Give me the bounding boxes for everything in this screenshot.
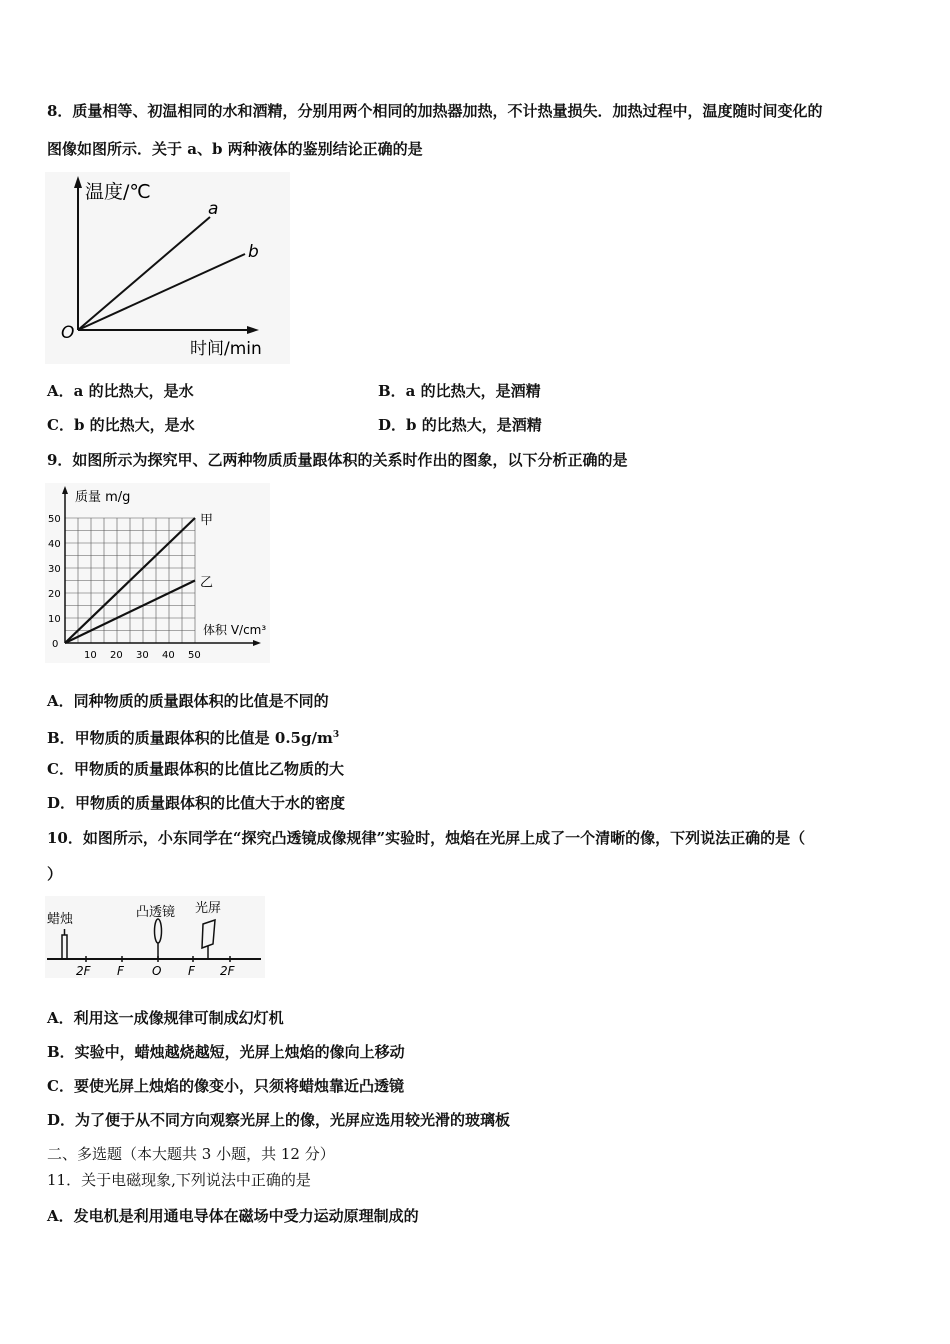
q8-figure bbox=[45, 172, 290, 364]
q9-ylabel: 质量 m/g bbox=[75, 490, 131, 505]
q9-chart bbox=[45, 483, 270, 663]
q9-option-d: D．甲物质的质量跟体积的比值大于水的密度 bbox=[47, 794, 346, 812]
q9-x-tick-label: 30 bbox=[136, 650, 149, 661]
q10-mark-o: O bbox=[152, 964, 162, 978]
q10-figure bbox=[45, 896, 265, 978]
q10-mark-f-left: F bbox=[117, 964, 124, 978]
q10-lens-label: 凸透镜 bbox=[136, 905, 176, 920]
q9-xlabel: 体积 V/cm³ bbox=[203, 623, 267, 637]
q10-mark-2f-right: 2F bbox=[220, 964, 235, 978]
q9-option-c: C．甲物质的质量跟体积的比值比乙物质的大 bbox=[47, 760, 344, 778]
q8-figure-background bbox=[45, 172, 290, 364]
q9-y-tick-label: 10 bbox=[48, 614, 61, 625]
q9-series-label-jia: 甲 bbox=[200, 513, 214, 528]
q9-y-tick-label: 30 bbox=[48, 564, 61, 575]
q8-option-d: D．b 的比热大，是酒精 bbox=[378, 416, 542, 434]
q9-series-label-yi: 乙 bbox=[200, 575, 214, 591]
q10-screen-label: 光屏 bbox=[195, 901, 222, 916]
q11-option-a: A．发电机是利用通电导体在磁场中受力运动原理制成的 bbox=[47, 1207, 419, 1225]
q10-stem-line1: 10．如图所示，小东同学在“探究凸透镜成像规律”实验时，烛焰在光屏上成了一个清晰的像，下列说法正确的是（ bbox=[47, 829, 806, 847]
q8-origin: O bbox=[61, 323, 75, 343]
q8-option-a: A．a 的比热大，是水 bbox=[47, 382, 194, 400]
q8-label-b: b bbox=[248, 242, 259, 262]
q10-option-a: A．利用这一成像规律可制成幻灯机 bbox=[47, 1009, 284, 1027]
q8-ylabel: 温度/℃ bbox=[85, 181, 151, 203]
q9-y-tick-label: 20 bbox=[48, 589, 61, 600]
q9-y-tick-label: 40 bbox=[48, 539, 61, 550]
q10-stem-line2: ） bbox=[47, 865, 63, 883]
section-2-heading: 二、多选题（本大题共 3 小题，共 12 分） bbox=[47, 1145, 335, 1163]
q8-option-b: B．a 的比热大，是酒精 bbox=[378, 382, 541, 400]
q9-option-b bbox=[47, 725, 339, 748]
q10-option-d: D．为了便于从不同方向观察光屏上的像，光屏应选用较光滑的玻璃板 bbox=[47, 1111, 511, 1129]
q9-option-b-text: B．甲物质的质量跟体积的比值是 0.5g/m bbox=[47, 729, 333, 747]
q9-y-tick-label: 50 bbox=[48, 514, 61, 525]
q9-x-tick-label: 10 bbox=[84, 650, 97, 661]
q8-label-a: a bbox=[208, 199, 219, 219]
q9-x-tick-label: 50 bbox=[188, 650, 201, 661]
q9-stem: 9．如图所示为探究甲、乙两种物质质量跟体积的关系时作出的图象，以下分析正确的是 bbox=[47, 451, 628, 469]
q8-option-c: C．b 的比热大，是水 bbox=[47, 416, 195, 434]
q11-stem: 11．关于电磁现象,下列说法中正确的是 bbox=[47, 1171, 311, 1189]
q10-mark-f-right: F bbox=[188, 964, 195, 978]
q10-option-c: C．要使光屏上烛焰的像变小，只须将蜡烛靠近凸透镜 bbox=[47, 1077, 404, 1095]
q10-option-b: B．实验中，蜡烛越烧越短，光屏上烛焰的像向上移动 bbox=[47, 1043, 405, 1061]
q8-stem-line1: 8．质量相等、初温相同的水和酒精，分别用两个相同的加热器加热，不计热量损失．加热过程中，温度随时间变化的 bbox=[47, 102, 823, 120]
q8-stem-line2: 图像如图所示．关于 a、b 两种液体的鉴别结论正确的是 bbox=[47, 140, 423, 158]
q9-option-a: A．同种物质的质量跟体积的比值是不同的 bbox=[47, 692, 329, 710]
q9-x-tick-label: 20 bbox=[110, 650, 123, 661]
q10-candle-label: 蜡烛 bbox=[47, 912, 74, 927]
q9-origin: 0 bbox=[52, 639, 59, 650]
q9-x-tick-label: 40 bbox=[162, 650, 175, 661]
q10-mark-2f-left: 2F bbox=[76, 964, 91, 978]
q9-option-b-sup: 3 bbox=[332, 730, 340, 740]
q8-xlabel: 时间/min bbox=[190, 339, 262, 359]
